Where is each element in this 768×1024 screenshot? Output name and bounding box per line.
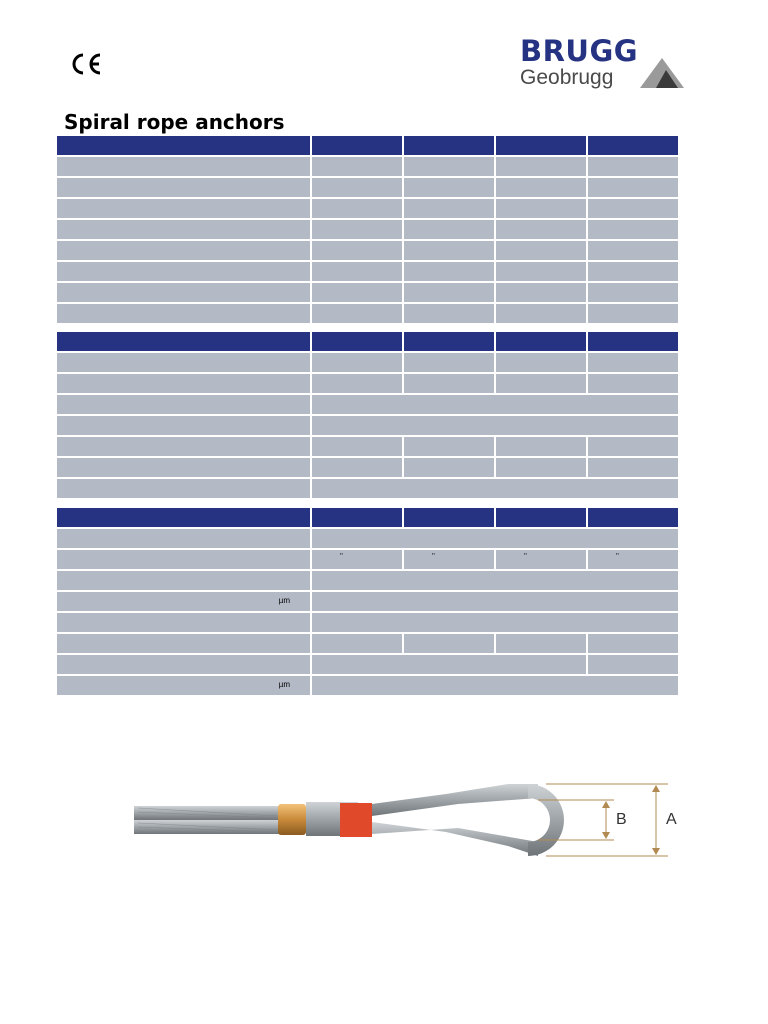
inch-mark: " — [616, 552, 619, 561]
spec-table-1 — [57, 136, 678, 325]
inch-mark: " — [340, 552, 343, 561]
table-row — [57, 353, 678, 372]
table-row — [57, 395, 678, 414]
table-row — [57, 676, 678, 695]
rope-strand — [134, 820, 284, 834]
thimble-upper-leg — [372, 784, 538, 816]
table-row — [57, 458, 678, 477]
table-row — [57, 304, 678, 323]
table-row — [57, 157, 678, 176]
mountain-icon — [636, 54, 684, 88]
brugg-logo — [518, 34, 686, 96]
page-title: Spiral rope anchors — [64, 110, 285, 134]
spec-table-3 — [57, 508, 678, 697]
table-row — [57, 178, 678, 197]
table-header-row — [57, 508, 678, 527]
rope-anchor-illustration — [128, 772, 688, 872]
dimension-label-b: B — [616, 811, 627, 828]
table-header-row — [57, 136, 678, 155]
table-row — [57, 199, 678, 218]
red-marker-band — [340, 803, 372, 837]
logo-subtitle: Geobrugg — [520, 66, 614, 89]
table-row — [57, 262, 678, 281]
spec-table-2 — [57, 332, 678, 500]
table-row — [57, 634, 678, 653]
table-row — [57, 374, 678, 393]
brass-ferrule — [278, 804, 306, 835]
logo-brand: BRUGG — [520, 34, 639, 68]
table-row — [57, 416, 678, 435]
unit-label: µm — [278, 680, 290, 689]
inch-mark: " — [432, 552, 435, 561]
table-row — [57, 592, 678, 611]
inch-mark: " — [524, 552, 527, 561]
ce-mark-icon — [68, 50, 104, 78]
table-row — [57, 437, 678, 456]
thimble-lower-leg — [372, 822, 538, 856]
table-row — [57, 613, 678, 632]
table-row — [57, 529, 678, 548]
table-row — [57, 655, 678, 674]
table-row — [57, 283, 678, 302]
table-row — [57, 571, 678, 590]
table-row — [57, 220, 678, 239]
table-row — [57, 479, 678, 498]
dimension-label-a: A — [666, 811, 677, 828]
unit-label: µm — [278, 596, 290, 605]
table-row — [57, 550, 678, 569]
table-header-row — [57, 332, 678, 351]
thimble-loop — [528, 784, 564, 856]
table-row — [57, 241, 678, 260]
